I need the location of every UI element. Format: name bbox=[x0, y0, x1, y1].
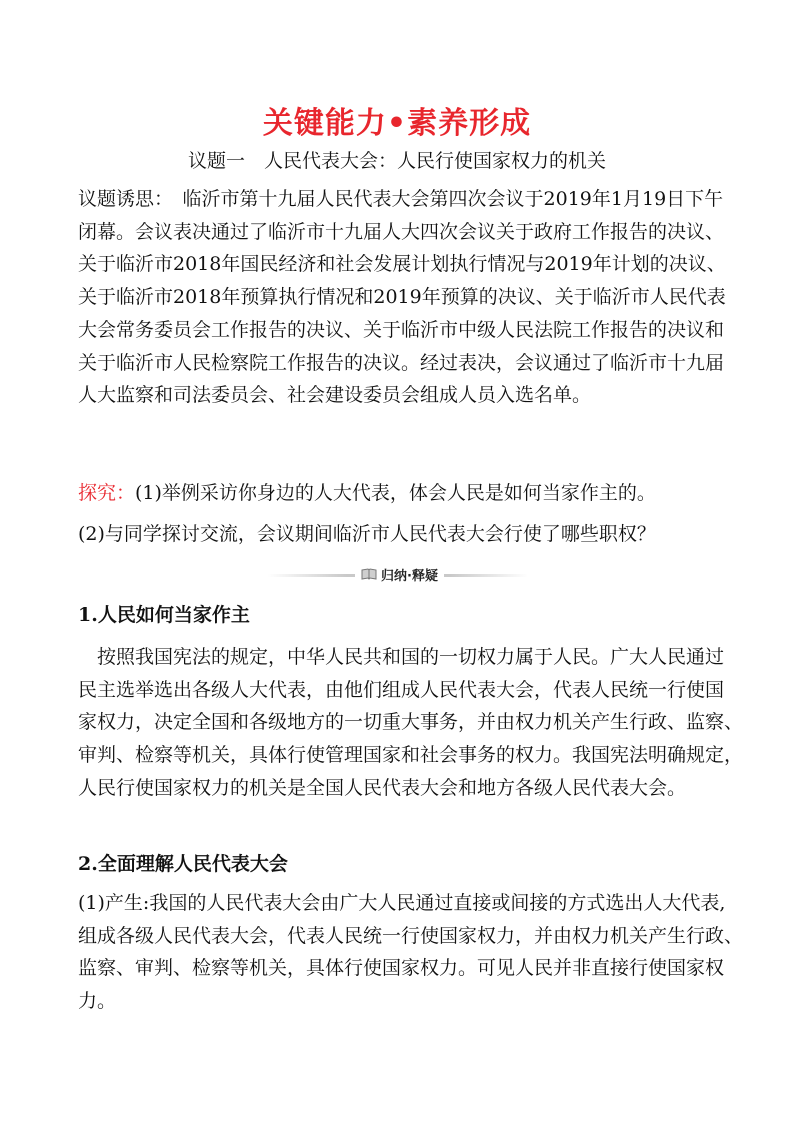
topic-subtitle: 议题一 人民代表大会：人民行使国家权力的机关 bbox=[187, 150, 606, 172]
section-1-line: 家权力，决定全国和各级地方的一切重大事务，并由权力机关产生行政、监察、 bbox=[78, 711, 744, 734]
intro-line: 关于临沂市人民检察院工作报告的决议。经过表决，会议通过了临沂市十九届 bbox=[78, 351, 725, 374]
section-2-paragraph bbox=[78, 887, 744, 1018]
intro-line-1: 议题诱思： 临沂市第十九届人民代表大会第四次会议于2019年1月19日下午 bbox=[78, 188, 724, 210]
intro-label: 议题诱思： bbox=[78, 188, 164, 210]
section-1-paragraph bbox=[78, 641, 744, 805]
section-2-heading: 2.全面理解人民代表大会 bbox=[78, 853, 288, 875]
section-2-line: (1)产生:我国的人民代表大会由广大人民通过直接或间接的方式选出人大代表, bbox=[78, 892, 726, 914]
section-2-line: 监察、审判、检察等机关，具体行使国家权力。可见人民并非直接行使国家权 bbox=[78, 957, 725, 980]
section-divider bbox=[0, 564, 794, 586]
book-icon bbox=[361, 568, 377, 581]
section-1-line: 审判、检察等机关，具体行使管理国家和社会事务的权力。我国宪法明确规定， bbox=[78, 744, 744, 767]
intro-line: 关于临沂市2018年国民经济和社会发展计划执行情况与2019年计划的决议、 bbox=[78, 253, 726, 276]
section-1-line: 按照我国宪法的规定，中华人民共和国的一切权力属于人民。广大人民通过 bbox=[97, 646, 725, 668]
intro-line: 闭幕。会议表决通过了临沂市十九届人大四次会议关于政府工作报告的决议、 bbox=[78, 220, 725, 243]
section-1-line: 民主选举选出各级人大代表，由他们组成人民代表大会，代表人民统一行使国 bbox=[78, 678, 725, 701]
section-2-line: 力。 bbox=[78, 990, 117, 1013]
explore-question-2: (2)与同学探讨交流，会议期间临沂市人民代表大会行使了哪些职权？ bbox=[78, 523, 656, 545]
explore-question-1: 探究：(1)举例采访你身边的人大代表，体会人民是如何当家作主的。 bbox=[78, 482, 656, 504]
intro-paragraph bbox=[78, 183, 726, 412]
page-title: 关键能力•素养形成 bbox=[262, 106, 532, 141]
intro-line: 大会常务委员会工作报告的决议、关于临沂市中级人民法院工作报告的决议和 bbox=[78, 318, 725, 341]
divider-text: 归纳·释疑 bbox=[381, 568, 438, 584]
explore-label: 探究： bbox=[78, 482, 136, 504]
section-1-heading: 1.人民如何当家作主 bbox=[78, 604, 250, 626]
section-1-line: 人民行使国家权力的机关是全国人民代表大会和地方各级人民代表大会。 bbox=[78, 776, 687, 799]
divider-label bbox=[355, 564, 444, 584]
intro-line: 关于临沂市2018年预算执行情况和2019年预算的决议、关于临沂市人民代表 bbox=[78, 286, 726, 309]
section-2-line: 组成各级人民代表大会，代表人民统一行使国家权力，并由权力机关产生行政、 bbox=[78, 924, 744, 947]
intro-line: 人大监察和司法委员会、社会建设委员会组成人员入选名单。 bbox=[78, 384, 592, 407]
